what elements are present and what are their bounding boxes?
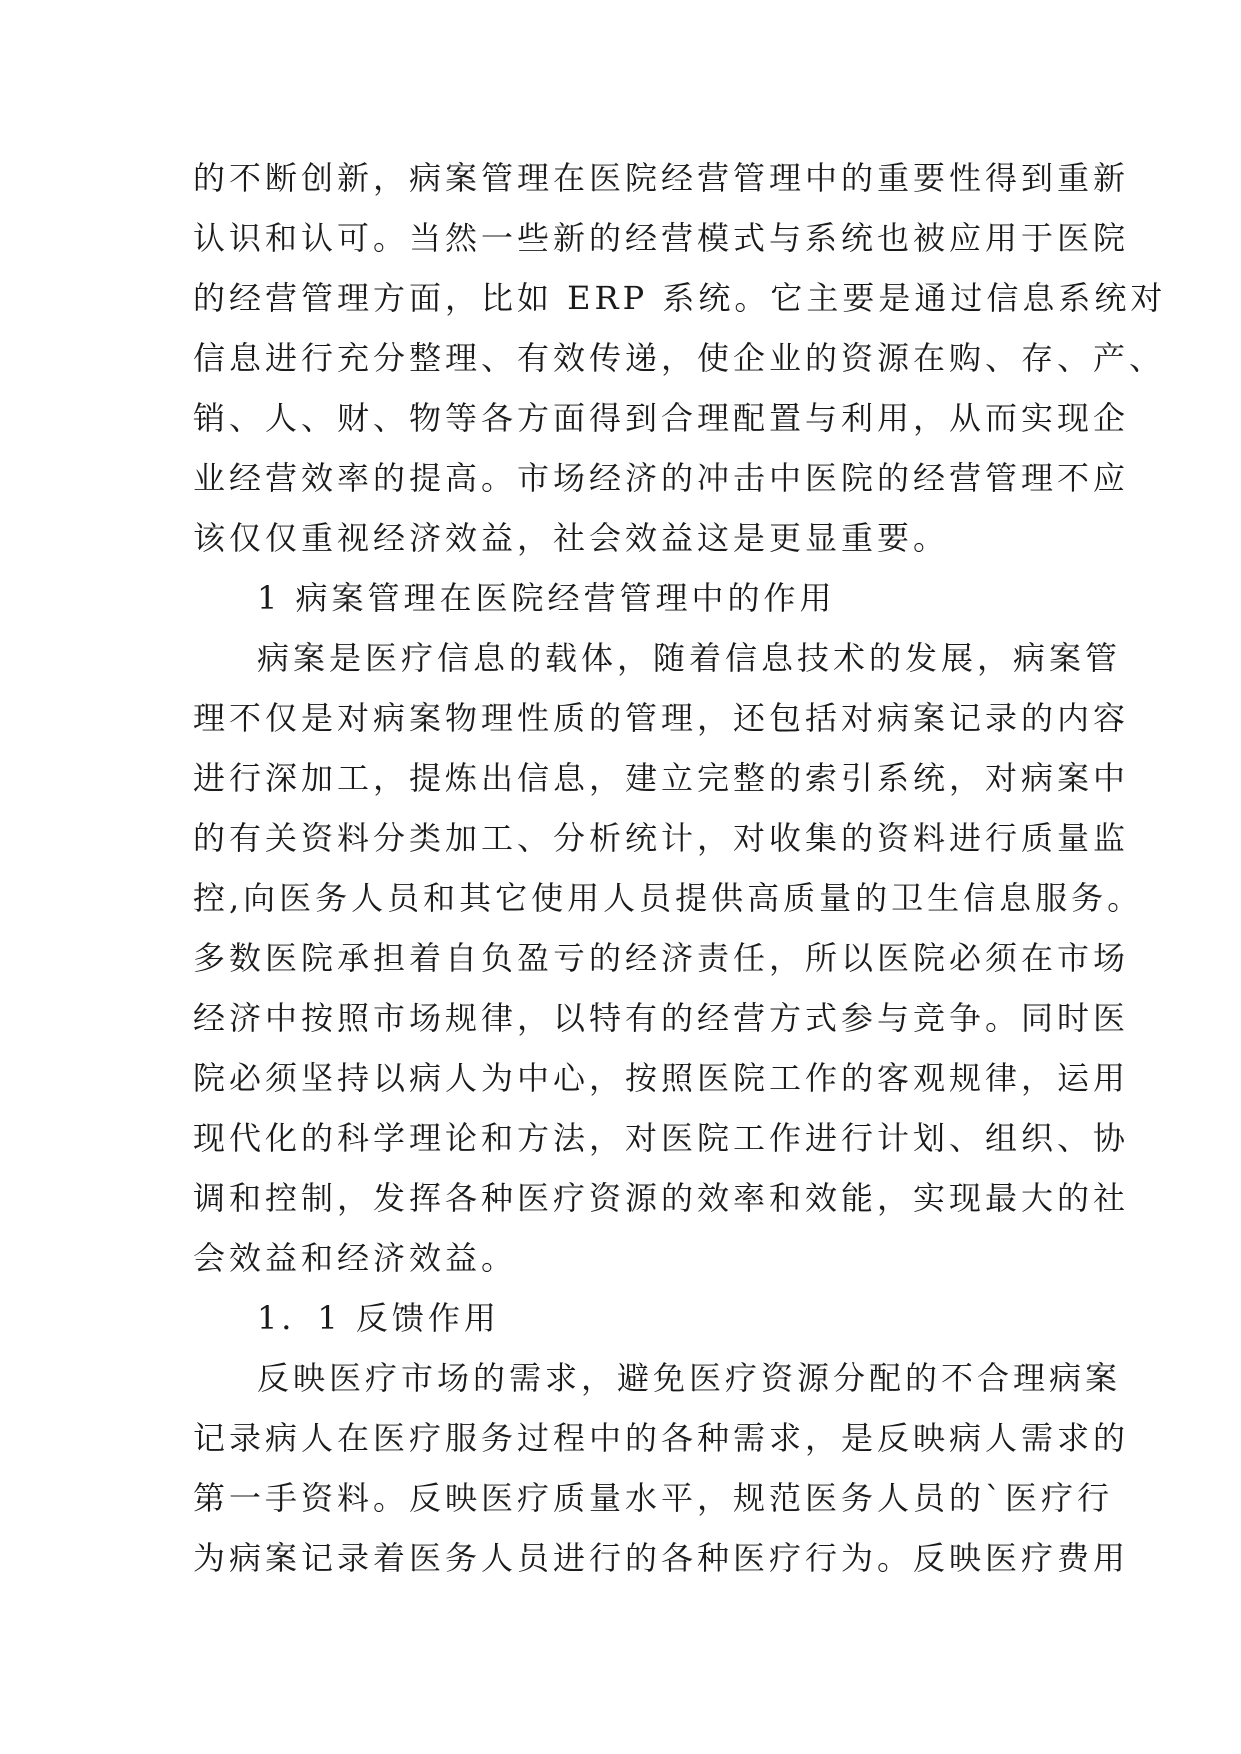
text-line: 认识和认可。当然一些新的经营模式与系统也被应用于医院 [193, 219, 1130, 257]
text-line: 理不仅是对病案物理性质的管理，还包括对病案记录的内容 [193, 699, 1130, 737]
text-line: 该仅仅重视经济效益，社会效益这是更显重要。 [193, 519, 950, 557]
text-line: 现代化的科学理论和方法，对医院工作进行计划、组织、协 [193, 1119, 1130, 1157]
text-line: 院必须坚持以病人为中心，按照医院工作的客观规律，运用 [193, 1059, 1130, 1097]
text-line: 为病案记录着医务人员进行的各种医疗行为。反映医疗费用 [193, 1539, 1130, 1577]
text-line: 第一手资料。反映医疗质量水平，规范医务人员的`医疗行 [193, 1479, 1114, 1517]
paragraph-first-line: 反映医疗市场的需求，避免医疗资源分配的不合理病案 [257, 1359, 1122, 1397]
text-line: 销、人、财、物等各方面得到合理配置与利用，从而实现企 [193, 399, 1130, 437]
text-line: 多数医院承担着自负盈亏的经济责任，所以医院必须在市场 [193, 939, 1130, 977]
text-line: 经济中按照市场规律，以特有的经营方式参与竞争。同时医 [193, 999, 1130, 1037]
document-body [193, 148, 1167, 1588]
text-line: 的经营管理方面，比如 ERP 系统。它主要是通过信息系统对 [193, 279, 1167, 317]
text-line: 控,向医务人员和其它使用人员提供高质量的卫生信息服务。 [193, 879, 1144, 917]
text-line: 的有关资料分类加工、分析统计，对收集的资料进行质量监 [193, 819, 1130, 857]
paragraph-first-line: 病案是医疗信息的载体，随着信息技术的发展，病案管 [257, 639, 1122, 677]
text-line: 记录病人在医疗服务过程中的各种需求，是反映病人需求的 [193, 1419, 1130, 1457]
text-line: 信息进行充分整理、有效传递，使企业的资源在购、存、产、 [193, 339, 1166, 377]
text-line: 会效益和经济效益。 [193, 1239, 518, 1277]
text-line: 的不断创新，病案管理在医院经营管理中的重要性得到重新 [193, 159, 1130, 197]
text-line: 调和控制，发挥各种医疗资源的效率和效能，实现最大的社 [193, 1179, 1130, 1217]
section-heading: 1 病案管理在医院经营管理中的作用 [257, 579, 836, 617]
text-line: 业经营效率的提高。市场经济的冲击中医院的经营管理不应 [193, 459, 1130, 497]
text-line: 进行深加工，提炼出信息，建立完整的索引系统，对病案中 [193, 759, 1130, 797]
subsection-heading: 1．1 反馈作用 [257, 1299, 500, 1337]
